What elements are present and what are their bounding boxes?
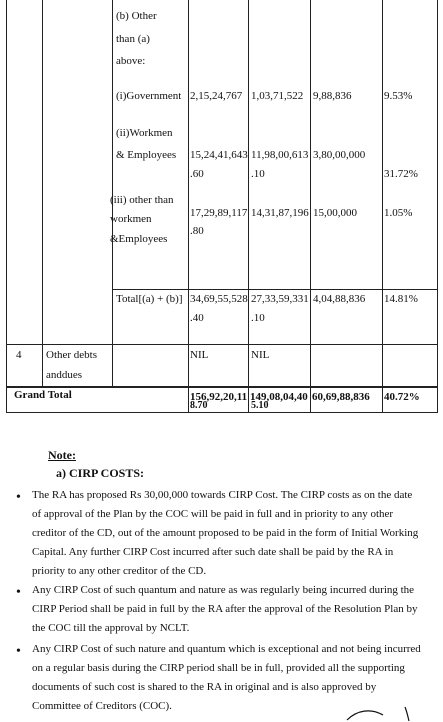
col-line-pct [382,0,383,413]
row-workmen-c1-a: 15,24,41,643 [190,149,248,161]
row-other-label-3: &Employees [110,233,168,245]
bullet-1-line-5: priority to any other creditor of the CD. [32,565,207,577]
col-line-c1 [188,0,189,413]
other-debts-c1: NIL [190,349,209,361]
bullet-paragraph-3 [32,640,436,716]
bullet-paragraph-2 [32,581,436,638]
bullet-3-line-3: documents of such cost is shared to the RA in original and is also approved by [32,681,377,693]
bullet-2-line-2: CIRP Period shall be paid in full by the RA after the approval of the Resolution Plan by [32,603,418,615]
row-other-c1-a: 17,29,89,117 [190,207,248,219]
grand-total-c1-a: 156,92,20,11 [190,391,248,403]
grand-total-c2-a: 149,08,04,40 [250,391,308,403]
col-line-c2 [248,0,249,413]
row-workmen-c2-a: 11,98,00,613 [251,149,309,161]
row-government-pct: 9.53% [384,90,413,102]
grand-total-label: Grand Total [14,389,72,401]
row-government-c1: 2,15,24,767 [190,90,243,102]
row-other-pct: 1.05% [384,207,413,219]
total-c2-b: .10 [251,312,265,324]
table-border-left [6,0,7,413]
grand-total-c2-b: 5.10 [251,400,269,411]
total-c3: 4,04,88,836 [313,293,366,305]
row-other-label-1: (iii) other than [110,194,174,206]
bullet-1-line-4: Capital. Any further CIRP Cost incurred after such date shall be paid by the RA in [32,546,394,558]
bullet-icon: • [16,644,21,659]
cirp-costs-heading: a) CIRP COSTS: [56,466,145,480]
bullet-3-line-2: on a regular basis during the CIRP period shall be in full, provided all the supporting [32,662,405,674]
other-debts-c2: NIL [251,349,270,361]
bullet-icon: • [16,490,21,505]
total-c1-a: 34,69,55,528 [190,293,248,305]
row-line-total-top [112,289,438,290]
row-other-label-2: workmen [110,213,152,225]
col-line-c3 [310,0,311,413]
row-line-other-debts-top [6,344,438,345]
grand-total-c3: 60,69,88,836 [312,391,370,403]
bullet-3-line-1: Any CIRP Cost of such nature and quantum which is exceptional and not being incurred [32,643,421,655]
row-government-label: (i)Government [116,90,182,102]
total-c1-b: .40 [190,312,204,324]
other-debts-number: 4 [16,349,22,361]
bullet-paragraph-1 [32,486,436,581]
grand-total-c1-b: 8.70 [190,400,208,411]
row-government-c3: 9,88,836 [313,90,352,102]
row-other-c2-a: 14,31,87,196 [251,207,309,219]
row-other-c1-b: .80 [190,225,204,237]
other-debts-label-2: anddues [46,369,83,381]
bullet-icon: • [16,585,21,600]
other-heading-2: than (a) [116,33,150,45]
total-pct: 14.81% [384,293,418,305]
other-debts-label-1: Other debts [46,349,98,361]
col-line-serial [42,0,43,387]
row-line-grand-total-top [6,386,438,388]
table-border-right [437,0,438,413]
other-heading-3: above: [116,55,146,67]
total-c2-a: 27,33,59,331 [251,293,309,305]
note-heading: Note: [48,448,76,462]
row-workmen-pct: 31.72% [384,168,418,180]
row-government-c2: 1,03,71,522 [251,90,304,102]
row-workmen-c3: 3,80,00,000 [313,149,366,161]
row-line-bottom [6,412,438,413]
signature-mark [345,706,425,722]
other-heading-1: (b) Other [116,10,157,22]
row-workmen-c1-b: .60 [190,168,204,180]
grand-total-pct: 40.72% [384,391,420,403]
row-workmen-label-1: (ii)Workmen [116,127,173,139]
row-other-c3: 15,00,000 [313,207,357,219]
row-workmen-label-2: & Employees [116,149,177,161]
bullet-2-line-3: the COC till the approval by NCLT. [32,622,190,634]
row-workmen-c2-b: .10 [251,168,265,180]
bullet-1-line-1: The RA has proposed Rs 30,00,000 towards CIRP Cost. The CIRP costs as on the date [32,489,413,501]
bullet-1-line-3: creditor of the CD, out of the amount proposed to be paid in the form of Initial Working [32,527,419,539]
bullet-1-line-2: of approval of the Plan by the COC will be paid in full and in priority to any other [32,508,394,520]
total-label: Total[(a) + (b)] [116,293,183,305]
bullet-3-line-4: Committee of Creditors (COC). [32,700,172,712]
bullet-2-line-1: Any CIRP Cost of such quantum and nature as was regularly being incurred during the [32,584,415,596]
